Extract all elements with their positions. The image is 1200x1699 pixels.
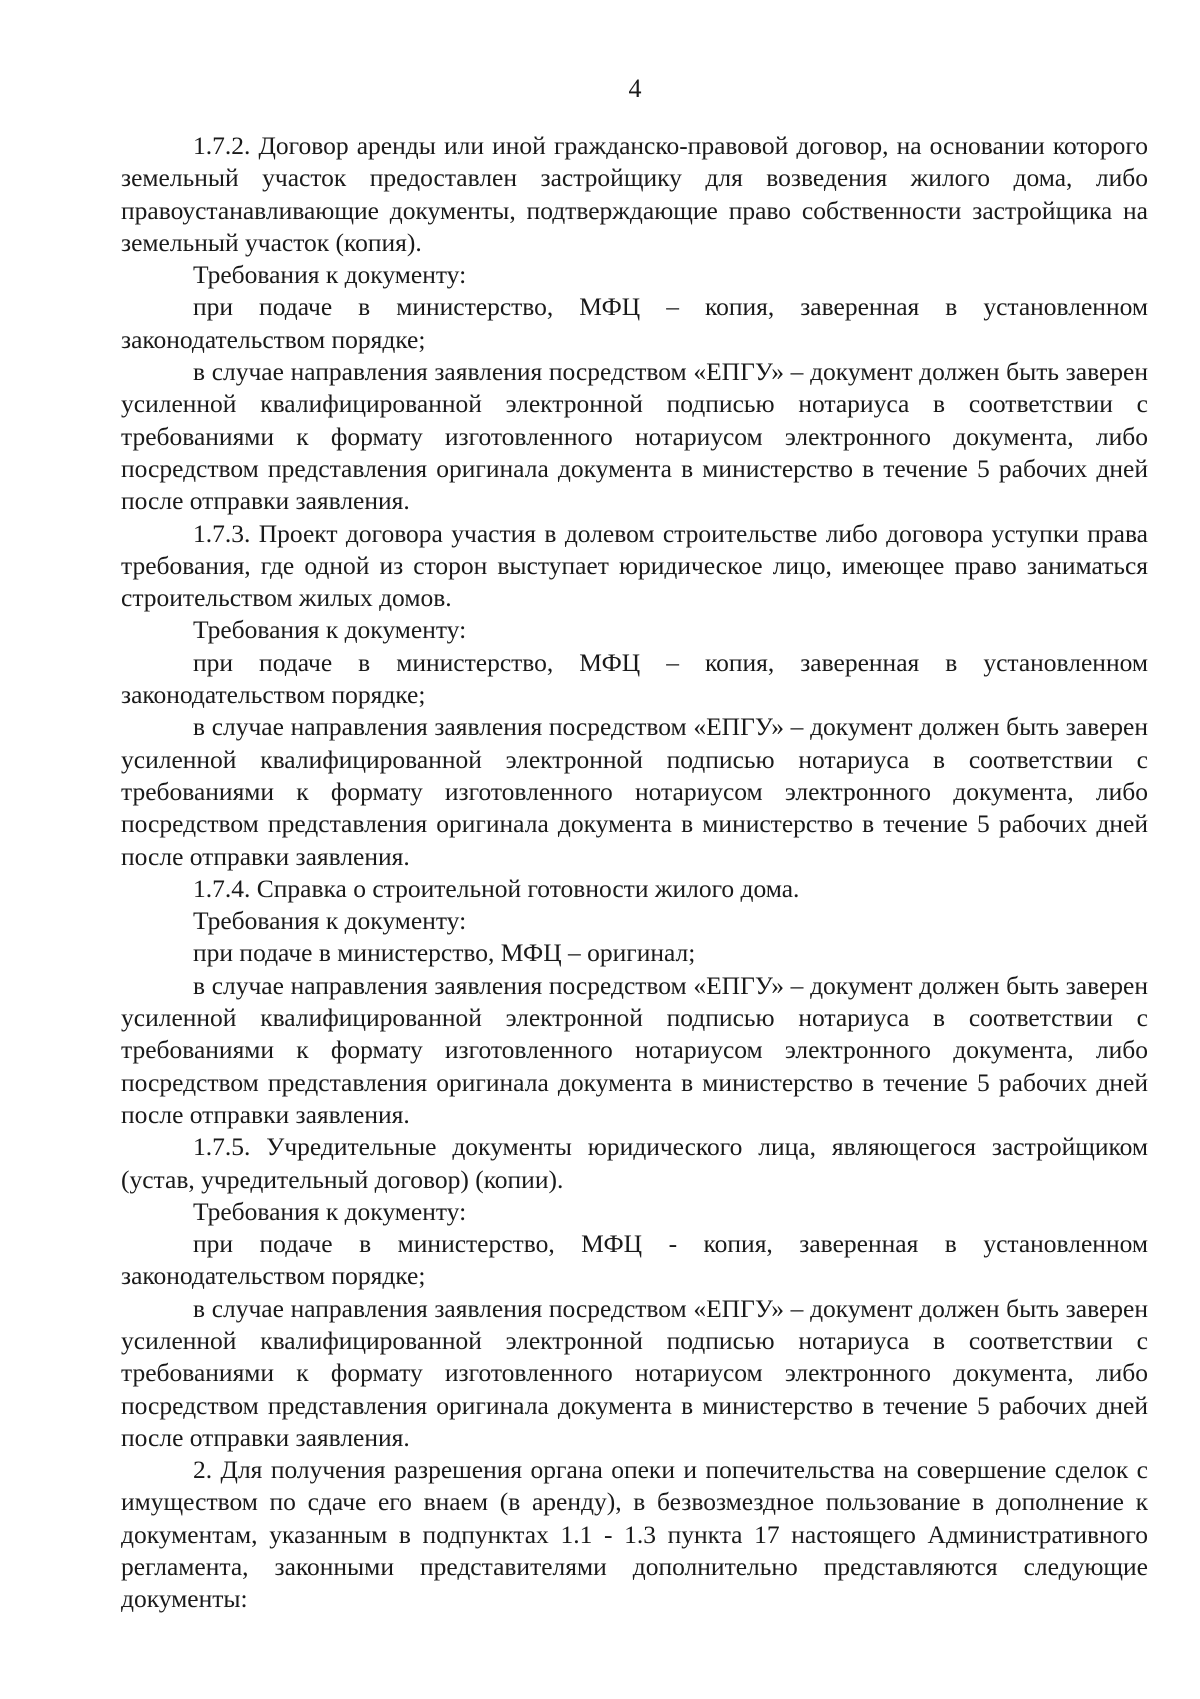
- paragraph-submission-epgu: в случае направления заявления посредством «ЕПГУ» – документ должен быть заверен усиленной квалифицированной электронной подписью нотариуса в соответствии с требованиями к формату изготовленного нотариусом электронного документа, либо посредством представления оригинала документа в министерство в течение 5 рабочих дней после отправки заявления.: [121, 970, 1148, 1129]
- paragraph-submission-mfc: при подаче в министерство, МФЦ - копия, заверенная в установленном законодательством порядке;: [121, 1229, 1148, 1291]
- paragraph-requirements: Требования к документу:: [193, 260, 467, 290]
- paragraph-requirements: Требования к документу:: [193, 1196, 467, 1226]
- paragraph-submission-mfc: при подаче в министерство, МФЦ – копия, заверенная в установленном законодательством порядке;: [121, 292, 1148, 354]
- paragraph-submission-mfc: при подаче в министерство, МФЦ – копия, заверенная в установленном законодательством порядке;: [121, 647, 1148, 710]
- paragraph-2: 2. Для получения разрешения органа опеки и попечительства на совершение сделок с имуществом по сдаче его внаем (в аренду), в безвозмездное пользование в дополнение к документам, указанным в подпунктах 1.1 - 1.3 пункта 17 настоящего Административного регламента, законными представителями дополнительно представляются следующие документы:: [121, 1455, 1148, 1614]
- paragraph-submission-epgu: в случае направления заявления посредством «ЕПГУ» – документ должен быть заверен усиленной квалифицированной электронной подписью нотариуса в соответствии с требованиями к формату изготовленного нотариусом электронного документа, либо посредством представления оригинала документа в министерство в течение 5 рабочих дней после отправки заявления.: [121, 712, 1148, 871]
- paragraph-1-7-5: 1.7.5. Учредительные документы юридического лица, являющегося застройщиком (устав, учредительный договор) (копии).: [121, 1132, 1148, 1194]
- paragraph-1-7-4: 1.7.4. Справка о строительной готовности жилого дома.: [193, 873, 800, 903]
- paragraph-1-7-3: 1.7.3. Проект договора участия в долевом строительстве либо договора уступки права требования, где одной из сторон выступает юридическое лицо, имеющее право заниматься строительством жилых домов.: [121, 518, 1148, 613]
- paragraph-submission-epgu: в случае направления заявления посредством «ЕПГУ» – документ должен быть заверен усиленной квалифицированной электронной подписью нотариуса в соответствии с требованиями к формату изготовленного нотариусом электронного документа, либо посредством представления оригинала документа в министерство в течение 5 рабочих дней после отправки заявления.: [121, 357, 1148, 516]
- paragraph-requirements: Требования к документу:: [193, 906, 467, 936]
- paragraph-submission-epgu: в случае направления заявления посредством «ЕПГУ» – документ должен быть заверен усиленной квалифицированной электронной подписью нотариуса в соответствии с требованиями к формату изготовленного нотариусом электронного документа, либо посредством представления оригинала документа в министерство в течение 5 рабочих дней после отправки заявления.: [121, 1293, 1148, 1452]
- page-number: 4: [628, 74, 642, 103]
- paragraph-submission-mfc: при подаче в министерство, МФЦ – оригинал;: [193, 938, 696, 968]
- document-body: [121, 130, 1148, 1616]
- paragraph-requirements: Требования к документу:: [193, 615, 467, 645]
- paragraph-1-7-2: 1.7.2. Договор аренды или иной гражданско-правовой договор, на основании которого земельный участок предоставлен застройщику для возведения жилого дома, либо правоустанавливающие документы, подтверждающие право собственности застройщика на земельный участок (копия).: [121, 131, 1148, 257]
